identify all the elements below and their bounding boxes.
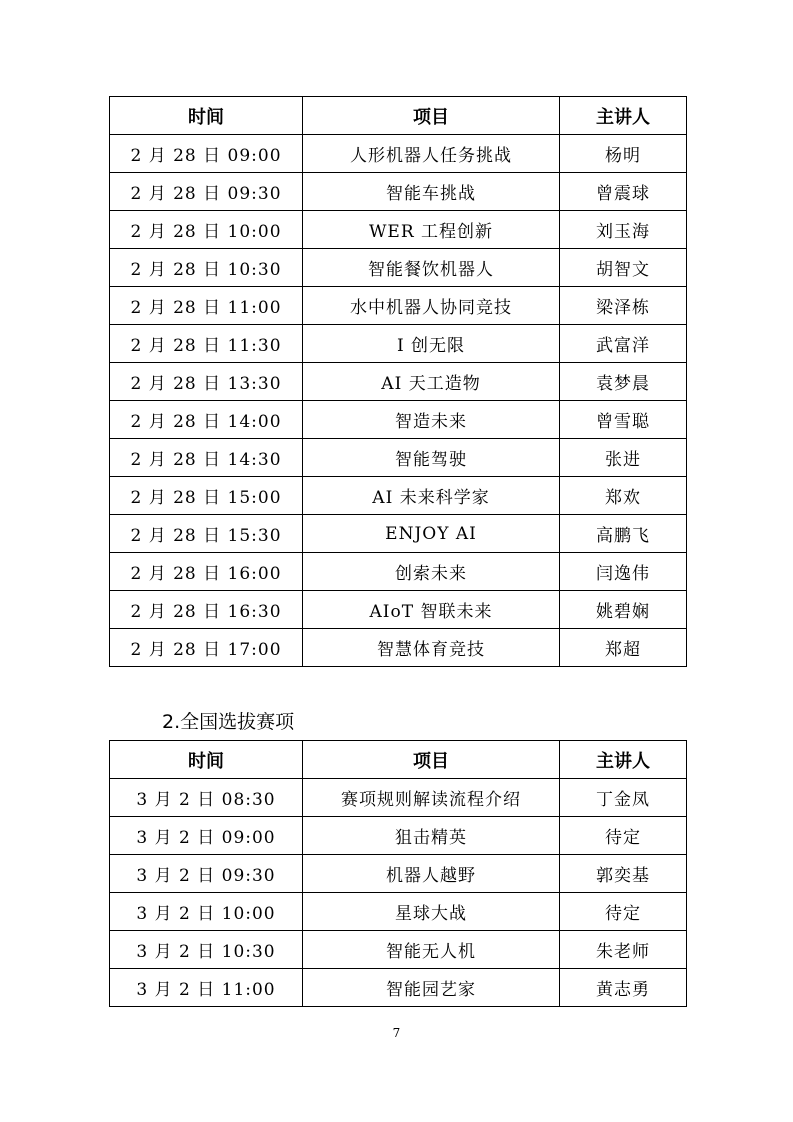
cell-project: I 创无限 bbox=[303, 325, 560, 363]
cell-speaker: 闫逸伟 bbox=[560, 553, 687, 591]
cell-project: AIoT 智联未来 bbox=[303, 591, 560, 629]
table-header-row bbox=[110, 97, 687, 135]
table-row bbox=[110, 325, 687, 363]
cell-project: 智造未来 bbox=[303, 401, 560, 439]
cell-project: 智能无人机 bbox=[303, 931, 560, 969]
table-row bbox=[110, 401, 687, 439]
cell-speaker: 黄志勇 bbox=[560, 969, 687, 1007]
cell-time: 2 月 28 日 09:30 bbox=[110, 173, 303, 211]
cell-time: 2 月 28 日 15:00 bbox=[110, 477, 303, 515]
cell-project: 水中机器人协同竞技 bbox=[303, 287, 560, 325]
cell-project: 狙击精英 bbox=[303, 817, 560, 855]
cell-speaker: 杨明 bbox=[560, 135, 687, 173]
page-number: 7 bbox=[392, 1026, 401, 1040]
cell-speaker: 郑超 bbox=[560, 629, 687, 667]
cell-speaker: 姚碧娴 bbox=[560, 591, 687, 629]
cell-time: 2 月 28 日 14:30 bbox=[110, 439, 303, 477]
cell-project: 机器人越野 bbox=[303, 855, 560, 893]
cell-project: 赛项规则解读流程介绍 bbox=[303, 779, 560, 817]
cell-speaker: 郭奕基 bbox=[560, 855, 687, 893]
table-header-row bbox=[110, 741, 687, 779]
cell-speaker: 曾雪聪 bbox=[560, 401, 687, 439]
table-row bbox=[110, 135, 687, 173]
schedule-table-2 bbox=[109, 740, 687, 1007]
cell-speaker: 袁梦晨 bbox=[560, 363, 687, 401]
cell-time: 2 月 28 日 11:00 bbox=[110, 287, 303, 325]
table-row bbox=[110, 817, 687, 855]
cell-time: 3 月 2 日 08:30 bbox=[110, 779, 303, 817]
cell-time: 2 月 28 日 16:30 bbox=[110, 591, 303, 629]
cell-project: WER 工程创新 bbox=[303, 211, 560, 249]
cell-project: 智能驾驶 bbox=[303, 439, 560, 477]
table-row bbox=[110, 287, 687, 325]
cell-speaker: 待定 bbox=[560, 893, 687, 931]
table-row bbox=[110, 439, 687, 477]
cell-project: ENJOY AI bbox=[303, 515, 560, 553]
table-row bbox=[110, 591, 687, 629]
header-time: 时间 bbox=[110, 741, 303, 779]
cell-time: 3 月 2 日 10:00 bbox=[110, 893, 303, 931]
cell-project: 智能园艺家 bbox=[303, 969, 560, 1007]
table-row bbox=[110, 969, 687, 1007]
header-project: 项目 bbox=[303, 97, 560, 135]
table-row bbox=[110, 779, 687, 817]
cell-speaker: 张进 bbox=[560, 439, 687, 477]
cell-time: 2 月 28 日 10:30 bbox=[110, 249, 303, 287]
cell-time: 2 月 28 日 13:30 bbox=[110, 363, 303, 401]
schedule-table-1 bbox=[109, 96, 687, 667]
table-row bbox=[110, 249, 687, 287]
cell-project: 创索未来 bbox=[303, 553, 560, 591]
cell-project: 智能餐饮机器人 bbox=[303, 249, 560, 287]
table-row bbox=[110, 173, 687, 211]
cell-speaker: 丁金凤 bbox=[560, 779, 687, 817]
cell-speaker: 武富洋 bbox=[560, 325, 687, 363]
table-row bbox=[110, 893, 687, 931]
cell-time: 2 月 28 日 10:00 bbox=[110, 211, 303, 249]
section-heading: 2.全国选拔赛项 bbox=[162, 711, 295, 733]
table-row bbox=[110, 211, 687, 249]
cell-time: 3 月 2 日 09:30 bbox=[110, 855, 303, 893]
header-speaker: 主讲人 bbox=[560, 741, 687, 779]
table-row bbox=[110, 931, 687, 969]
table-row bbox=[110, 477, 687, 515]
cell-time: 2 月 28 日 09:00 bbox=[110, 135, 303, 173]
cell-time: 2 月 28 日 15:30 bbox=[110, 515, 303, 553]
cell-speaker: 刘玉海 bbox=[560, 211, 687, 249]
table-row bbox=[110, 363, 687, 401]
cell-project: 智能车挑战 bbox=[303, 173, 560, 211]
cell-time: 2 月 28 日 17:00 bbox=[110, 629, 303, 667]
cell-speaker: 待定 bbox=[560, 817, 687, 855]
header-time: 时间 bbox=[110, 97, 303, 135]
cell-project: 智慧体育竞技 bbox=[303, 629, 560, 667]
cell-speaker: 梁泽栋 bbox=[560, 287, 687, 325]
cell-project: AI 未来科学家 bbox=[303, 477, 560, 515]
cell-speaker: 朱老师 bbox=[560, 931, 687, 969]
cell-time: 2 月 28 日 16:00 bbox=[110, 553, 303, 591]
table-row bbox=[110, 629, 687, 667]
cell-project: 星球大战 bbox=[303, 893, 560, 931]
cell-project: AI 天工造物 bbox=[303, 363, 560, 401]
cell-speaker: 高鹏飞 bbox=[560, 515, 687, 553]
cell-time: 3 月 2 日 10:30 bbox=[110, 931, 303, 969]
cell-project: 人形机器人任务挑战 bbox=[303, 135, 560, 173]
cell-time: 2 月 28 日 11:30 bbox=[110, 325, 303, 363]
table-row bbox=[110, 553, 687, 591]
table-row bbox=[110, 515, 687, 553]
cell-time: 3 月 2 日 11:00 bbox=[110, 969, 303, 1007]
table-row bbox=[110, 855, 687, 893]
header-project: 项目 bbox=[303, 741, 560, 779]
cell-speaker: 郑欢 bbox=[560, 477, 687, 515]
cell-speaker: 胡智文 bbox=[560, 249, 687, 287]
cell-time: 2 月 28 日 14:00 bbox=[110, 401, 303, 439]
cell-time: 3 月 2 日 09:00 bbox=[110, 817, 303, 855]
cell-speaker: 曾震球 bbox=[560, 173, 687, 211]
header-speaker: 主讲人 bbox=[560, 97, 687, 135]
